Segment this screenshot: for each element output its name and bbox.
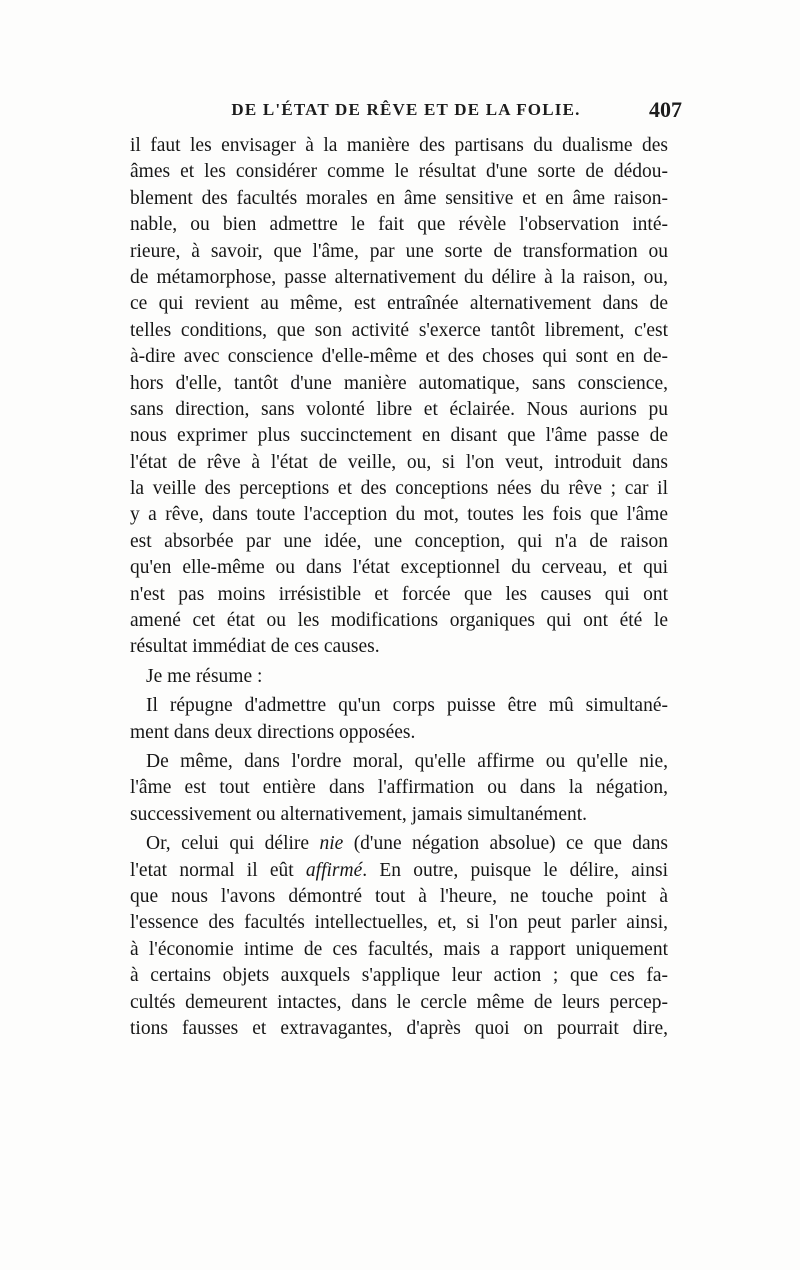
text-line: l'état de rêve à l'état de veille, ou, si l'on veut, introduit dans <box>130 451 668 473</box>
text-line: il faut les envisager à la manière des partisans du dualisme des <box>130 135 668 156</box>
text-line: à certains objets auxquels s'applique leur action ; que ces fa- <box>130 965 668 987</box>
text-run: . En outre, puisque le délire, ainsi <box>362 859 668 881</box>
text-line: l'essence des facultés intellectuelles, et, si l'on peut parler ainsi, <box>130 912 668 934</box>
italic-word: nie <box>319 833 344 855</box>
text-line: à-dire avec conscience d'elle-même et des choses qui sont en de- <box>130 346 668 368</box>
text-line: cultés demeurent intactes, dans le cercle même de leurs percep- <box>130 991 668 1013</box>
text-line: ment dans deux directions opposées. <box>130 721 416 743</box>
text-line: de métamorphose, passe alternativement du délire à la raison, ou, <box>130 266 668 288</box>
text-line: amené cet état ou les modifications organiques qui ont été le <box>130 610 668 632</box>
paragraph <box>130 664 668 690</box>
text-line: telles conditions, que son activité s'exerce tantôt librement, c'est <box>130 319 668 341</box>
text-line: n'est pas moins irrésistible et forcée que les causes qui ont <box>130 583 668 605</box>
text-line: successivement ou alternativement, jamais simultanément. <box>130 803 588 825</box>
page-number: 407 <box>649 97 682 122</box>
text-line: Je me résume : <box>146 665 263 687</box>
text-line: est absorbée par une idée, une conception, qui n'a de raison <box>130 530 668 552</box>
text-run: Or, celui qui délire <box>146 833 320 855</box>
running-head <box>130 97 682 130</box>
paragraph <box>130 133 668 661</box>
text-line: ce qui revient au même, est entraînée alternativement dans de <box>130 293 668 315</box>
text-line: âmes et les considérer comme le résultat d'une sorte de dédou- <box>130 161 668 183</box>
text-line: sans direction, sans volonté libre et éclairée. Nous aurions pu <box>130 398 668 420</box>
text-line: tions fausses et extravagantes, d'après quoi on pourrait dire, <box>130 1017 668 1039</box>
text-run: l'etat normal il eût <box>130 859 306 881</box>
text-line: rieure, à savoir, que l'âme, par une sorte de transformation ou <box>130 240 668 262</box>
text-line: la veille des perceptions et des conceptions nées du rêve ; car il <box>130 478 668 500</box>
text-line: à l'économie intime de ces facultés, mais a rapport uniquement <box>130 938 668 960</box>
paragraph <box>130 693 668 746</box>
text-line <box>130 858 668 884</box>
body-text <box>130 133 668 1042</box>
text-line: qu'en elle-même ou dans l'état exceptionnel du cerveau, et qui <box>130 557 668 579</box>
paragraph <box>130 749 668 828</box>
text-line <box>130 831 668 857</box>
text-line: hors d'elle, tantôt d'une manière automatique, sans conscience, <box>130 372 668 394</box>
text-line: y a rêve, dans toute l'acception du mot, toutes les fois que l'âme <box>130 504 668 526</box>
text-line: résultat immédiat de ces causes. <box>130 636 380 658</box>
text-line: que nous l'avons démontré tout à l'heure, ne touche point à <box>130 885 668 907</box>
paragraph <box>130 831 668 1042</box>
text-line: Il répugne d'admettre qu'un corps puisse être mû simultané- <box>146 695 668 717</box>
running-title: DE L'ÉTAT DE RÊVE ET DE LA FOLIE. <box>231 100 581 119</box>
text-line: blement des facultés morales en âme sensitive et en âme raison- <box>130 187 668 209</box>
text-run: (d'une négation absolue) ce que dans <box>343 833 669 855</box>
text-line: l'âme est tout entière dans l'affirmation ou dans la négation, <box>130 777 668 799</box>
text-line: De même, dans l'ordre moral, qu'elle affirme ou qu'elle nie, <box>146 750 668 772</box>
text-line: nous exprimer plus succinctement en disant que l'âme passe de <box>130 425 668 447</box>
text-line: nable, ou bien admettre le fait que révèle l'observation inté- <box>130 214 668 236</box>
italic-word: affirmé <box>305 859 363 881</box>
